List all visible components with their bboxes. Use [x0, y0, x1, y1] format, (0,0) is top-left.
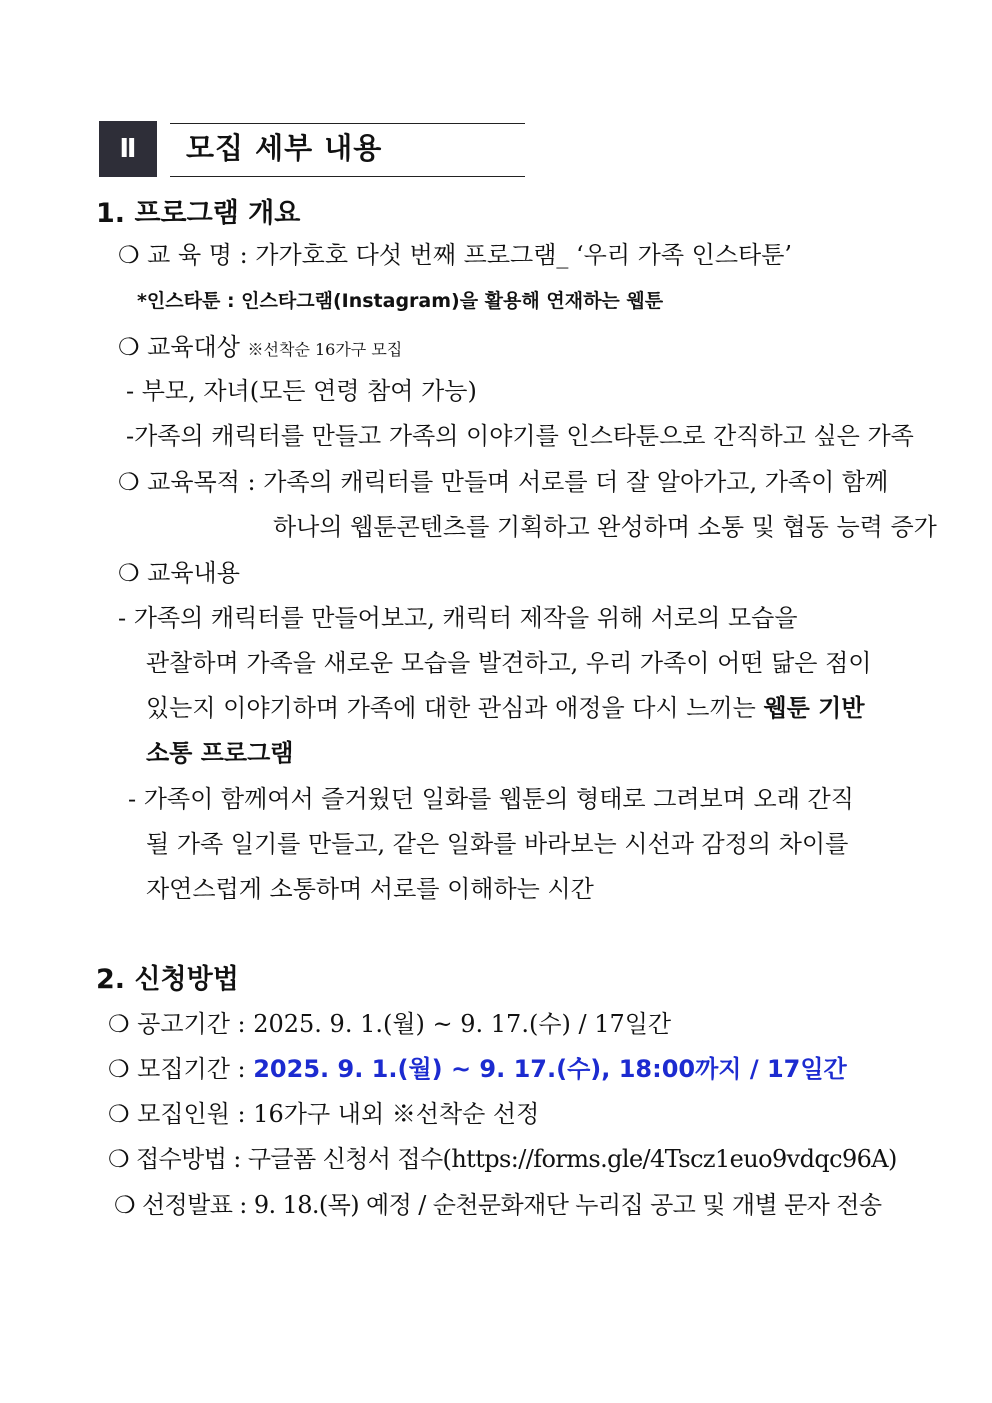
section-title-top-rule [170, 123, 525, 124]
recruit-period-value: 2025. 9. 1.(월) ~ 9. 17.(수), 18:00까지 / 17일간 [253, 1055, 847, 1083]
announce-line: ❍ 선정발표 : 9. 18.(목) 예정 / 순천문화재단 누리집 공고 및 개별 문자 전송 [114, 1191, 882, 1219]
apply-heading: 2. 신청방법 [96, 964, 239, 995]
notice-period-line: ❍ 공고기간 : 2025. 9. 1.(월) ~ 9. 17.(수) / 17일간 [108, 1010, 672, 1038]
target-item: - 부모, 자녀(모든 연령 참여 가능) [126, 377, 477, 405]
content-item1-text: 있는지 이야기하며 가족에 대한 관심과 애정을 다시 느끼는 [146, 694, 764, 722]
recruit-period-line [108, 1052, 847, 1086]
content-item2-line: 될 가족 일기를 만들고, 같은 일화를 바라보는 시선과 감정의 차이를 [146, 830, 849, 858]
purpose-line-1: ❍ 교육목적 : 가족의 캐릭터를 만들며 서로를 더 잘 알아가고, 가족이 함께 [118, 468, 889, 496]
overview-heading: 1. 프로그램 개요 [96, 198, 301, 229]
course-name-line: ❍ 교 육 명 : 가가호호 다섯 번째 프로그램_ ‘우리 가족 인스타툰’ [118, 241, 793, 269]
content-item1-line: - 가족의 캐릭터를 만들어보고, 캐릭터 제작을 위해 서로의 모습을 [118, 604, 798, 632]
recruit-period-label: ❍ 모집기간 : [108, 1055, 254, 1083]
instatoon-footnote: *인스타툰 : 인스타그램(Instagram)을 활용해 연재하는 웹툰 [137, 290, 664, 312]
section-title: 모집 세부 내용 [186, 131, 383, 165]
content-label: ❍ 교육내용 [118, 559, 240, 587]
content-item1-emphasis: 웹툰 기반 [763, 694, 865, 722]
content-item2-line: 자연스럽게 소통하며 서로를 이해하는 시간 [146, 875, 594, 903]
section-number-box: Ⅱ [99, 121, 157, 177]
content-item2-line: - 가족이 함께여서 즐거웠던 일화를 웹툰의 형태로 그려보며 오래 간직 [128, 785, 854, 813]
target-item: -가족의 캐릭터를 만들고 가족의 이야기를 인스타툰으로 간직하고 싶은 가족 [126, 422, 914, 450]
purpose-line-2: 하나의 웹툰콘텐츠를 기획하고 완성하며 소통 및 협동 능력 증가 [273, 513, 937, 541]
headcount-line: ❍ 모집인원 : 16가구 내외 ※선착순 선정 [108, 1100, 540, 1128]
content-item1-line: 관찰하며 가족을 새로운 모습을 발견하고, 우리 가족이 어떤 닮은 점이 [146, 649, 872, 677]
content-item1-emphasis-line: 소통 프로그램 [146, 739, 294, 767]
target-note: ※선착순 16가구 모집 [247, 340, 403, 359]
target-label: ❍ 교육대상 [118, 333, 240, 361]
method-line: ❍ 접수방법 : 구글폼 신청서 접수(https://forms.gle/4Tscz1euo9vdqc96A) [108, 1145, 897, 1173]
content-item1-line [146, 691, 865, 725]
target-line [118, 330, 402, 367]
section-title-bottom-rule [170, 176, 525, 177]
